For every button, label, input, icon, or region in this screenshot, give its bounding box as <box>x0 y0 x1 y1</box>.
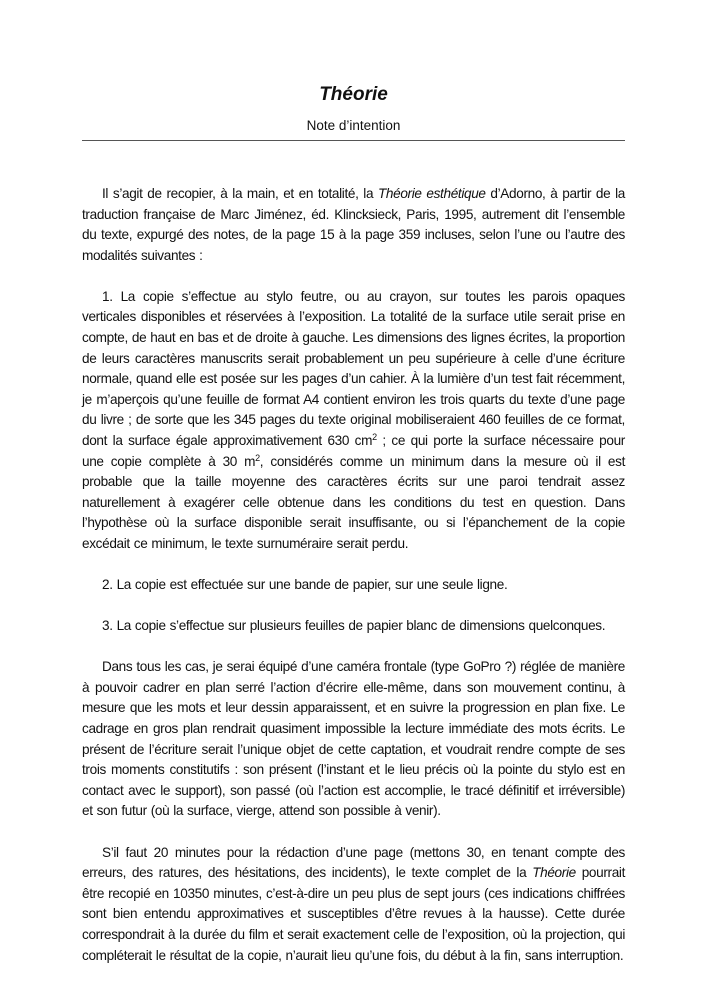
intro-text-2: d’Adorno, à partir de la traduction française de Marc Jiménez, éd. Klincksieck, Paris, 1995, autrement dit l’ensemble du texte, expurgé des notes, de la page 15 à la page 359 incluses, selon l’une ou l’autre des modalités suivantes : <box>82 186 625 263</box>
paragraph-item-3: 3. La copie s’effectue sur plusieurs feuilles de papier blanc de dimensions quelconques. <box>102 618 606 634</box>
intro-text-1: Il s’agit de recopier, à la main, et en totalité, la <box>102 186 378 201</box>
paragraph-item-2: 2. La copie est effectuée sur une bande de papier, sur une seule ligne. <box>102 577 508 593</box>
item1-superscript-1: 2 <box>372 432 377 443</box>
document-body <box>82 184 625 966</box>
duration-text-1: S’il faut 20 minutes pour la rédaction d’une page (mettons 30, en tenant compte des erreurs, des ratures, des hésitations, des incidents), le texte complet de la <box>82 844 625 881</box>
paragraph-camera: Dans tous les cas, je serai équipé d’une caméra frontale (type GoPro ?) réglée de manière à pouvoir cadrer en plan serré l’action d’écrire elle-même, dans son mouvement continu, à mesure que les mots et leur dessin apparaissent, et en suivre la progression en plan fixe. Le cadrage en gros plan rendrait quasiment impossible la lecture immédiate des mots écrits. Le présent de l’écriture serait l’unique objet de cette captation, et voudrait rendre compte de ses trois moments constitutifs : son présent (l’instant et le lieu précis où la pointe du stylo est en contact avec le support), son passé (où l’action est accomplie, le tracé définitif et irréversible) et son futur (où la surface, vierge, attend son possible à venir). <box>82 659 625 819</box>
item1-text-1: 1. La copie s’effectue au stylo feutre, ou au crayon, sur toutes les parois opaques verticales disponibles et réservées à l’exposition. La totalité de la surface utile serait prise en compte, de haut en bas et de droite à gauche. Les dimensions des lignes écrites, la proportion de leurs caractères manuscrits serait probablement un peu supérieure à celle d’une écriture normale, quand elle est posée sur les pages d’un cahier. À la lumière d’un test fait récemment, je m’aperçois qu’une feuille de format A4 contient environ les trois quarts du texte d’une page du livre ; de sorte que les 345 pages du texte original mobiliseraient 460 feuilles de ce format, dont la surface égale approximativement 630 cm <box>82 288 625 449</box>
paragraph-duration <box>82 843 625 967</box>
paragraph-intro <box>82 184 625 266</box>
paragraph-item-1 <box>82 287 625 555</box>
document-page <box>82 82 625 987</box>
item1-text-2: ; ce qui porte la surface nécessaire pour une copie complète à 30 m <box>82 433 625 469</box>
duration-text-2: pourrait être recopié en 10350 minutes, c’est-à-dire un peu plus de sept jours (ces indications chiffrées sont bien entendu approximatives et susceptibles d’être revues à la hausse). Cette durée correspondrait à la durée du film et serait exactement celle de l’exposition, où la projection, qui compléterait le résultat de la copie, n’aurait lieu qu’une fois, du début à la fin, sans interruption. <box>82 865 626 963</box>
item1-superscript-2: 2 <box>255 452 260 463</box>
duration-book-title: Théorie <box>532 865 576 881</box>
item1-text-3: , considérés comme un minimum dans la mesure où il est probable que la taille moyenne des caractères écrits sur une paroi tendrait assez naturellement à exagérer celle obtenue dans les conditions du test en question. Dans l’hypothèse où la surface disponible serait insuffisante, ou si l’épanchement de la copie excédait ce minimum, le texte surnuméraire serait perdu. <box>82 453 625 551</box>
document-title: Théorie <box>319 84 388 105</box>
document-subtitle: Note d’intention <box>306 118 401 133</box>
intro-book-title: Théorie esthétique <box>377 186 486 201</box>
header-rule <box>82 140 625 141</box>
